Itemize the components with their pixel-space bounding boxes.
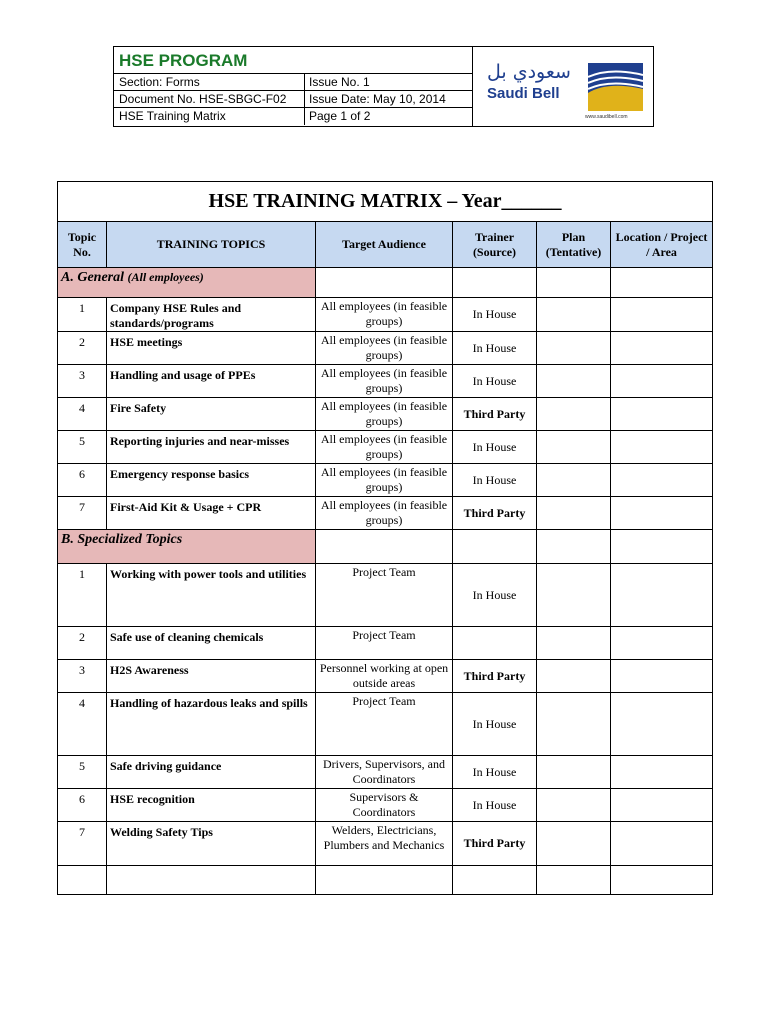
topic-number: 4 <box>58 398 107 431</box>
topic-name: Reporting injuries and near-misses <box>107 431 316 464</box>
logo-arabic-text: سعودي بل <box>487 61 571 83</box>
table-row <box>58 693 713 756</box>
logo-url: www.saudibell.com <box>585 114 628 120</box>
plan-cell[interactable] <box>537 332 611 365</box>
topic-number: 7 <box>58 822 107 866</box>
table-row <box>58 431 713 464</box>
issue-date: Issue Date: May 10, 2014 <box>309 92 446 106</box>
document-header <box>113 46 654 127</box>
target-audience: Supervisors & Coordinators <box>316 789 453 822</box>
topic-name: Handling and usage of PPEs <box>107 365 316 398</box>
empty-cell[interactable] <box>453 268 537 298</box>
table-row <box>58 298 713 332</box>
section-b-title: B. Specialized Topics <box>58 530 316 564</box>
empty-cell[interactable] <box>316 530 453 564</box>
location-cell[interactable] <box>611 431 713 464</box>
target-audience: All employees (in feasible groups) <box>316 332 453 365</box>
trainer-source: In House <box>453 464 537 497</box>
plan-cell[interactable] <box>537 464 611 497</box>
plan-cell[interactable] <box>537 497 611 530</box>
target-audience: Personnel working at open outside areas <box>316 660 453 693</box>
topic-number: 3 <box>58 660 107 693</box>
topic-number: 7 <box>58 497 107 530</box>
col-location: Location / Project / Area <box>611 222 713 268</box>
section-a-body <box>58 298 713 530</box>
table-row <box>58 822 713 866</box>
header-row <box>114 91 472 108</box>
section-b-body <box>58 564 713 866</box>
logo <box>483 61 648 121</box>
empty-cell[interactable] <box>611 866 713 895</box>
plan-cell[interactable] <box>537 693 611 756</box>
topic-name: Safe driving guidance <box>107 756 316 789</box>
empty-cell[interactable] <box>611 268 713 298</box>
trainer-source <box>453 627 537 660</box>
topic-number: 2 <box>58 332 107 365</box>
topic-number: 4 <box>58 693 107 756</box>
location-cell[interactable] <box>611 564 713 627</box>
plan-cell[interactable] <box>537 660 611 693</box>
training-matrix-table <box>57 181 713 895</box>
section-label: Section: Forms <box>114 74 305 90</box>
location-cell[interactable] <box>611 398 713 431</box>
empty-cell[interactable] <box>453 866 537 895</box>
company-logo <box>472 47 653 126</box>
col-plan: Plan (Tentative) <box>537 222 611 268</box>
empty-cell[interactable] <box>537 866 611 895</box>
document-number: Document No. HSE-SBGC-F02 <box>114 91 305 107</box>
col-topic-no: Topic No. <box>58 222 107 268</box>
plan-cell[interactable] <box>537 431 611 464</box>
trainer-source: In House <box>453 298 537 332</box>
location-cell[interactable] <box>611 756 713 789</box>
topic-number: 5 <box>58 756 107 789</box>
document-info <box>114 47 472 126</box>
topic-name: Company HSE Rules and standards/programs <box>107 298 316 332</box>
topic-number: 2 <box>58 627 107 660</box>
empty-cell[interactable] <box>58 866 107 895</box>
trainer-source: In House <box>453 365 537 398</box>
plan-cell[interactable] <box>537 756 611 789</box>
location-cell[interactable] <box>611 789 713 822</box>
table-row <box>58 789 713 822</box>
table-row <box>58 660 713 693</box>
empty-cell[interactable] <box>107 866 316 895</box>
topic-name: Emergency response basics <box>107 464 316 497</box>
issue-number: Issue No. 1 <box>309 75 370 89</box>
trainer-source: Third Party <box>453 660 537 693</box>
target-audience: Project Team <box>316 564 453 627</box>
table-row <box>58 398 713 431</box>
plan-cell[interactable] <box>537 398 611 431</box>
topic-name: HSE recognition <box>107 789 316 822</box>
section-b-row <box>58 530 713 564</box>
topic-number: 3 <box>58 365 107 398</box>
column-header-row <box>58 222 713 268</box>
topic-number: 1 <box>58 564 107 627</box>
plan-cell[interactable] <box>537 298 611 332</box>
empty-cell[interactable] <box>316 268 453 298</box>
table-row <box>58 756 713 789</box>
plan-cell[interactable] <box>537 822 611 866</box>
trainer-source: In House <box>453 564 537 627</box>
empty-cell[interactable] <box>316 866 453 895</box>
empty-cell[interactable] <box>537 268 611 298</box>
section-a-title <box>58 268 316 298</box>
matrix-title: HSE TRAINING MATRIX – Year______ <box>58 182 713 222</box>
topic-name: Working with power tools and utilities <box>107 564 316 627</box>
page-number: Page 1 of 2 <box>309 109 371 123</box>
location-cell[interactable] <box>611 660 713 693</box>
plan-cell[interactable] <box>537 789 611 822</box>
table-row <box>58 627 713 660</box>
empty-cell[interactable] <box>537 530 611 564</box>
trainer-source: In House <box>453 332 537 365</box>
topic-number: 1 <box>58 298 107 332</box>
location-cell[interactable] <box>611 332 713 365</box>
document-title: HSE Training Matrix <box>114 108 305 125</box>
col-training-topics: TRAINING TOPICS <box>107 222 316 268</box>
trainer-source: Third Party <box>453 398 537 431</box>
section-a-subtitle: (All employees) <box>127 270 204 284</box>
logo-emblem-icon <box>588 63 643 111</box>
topic-name: First-Aid Kit & Usage + CPR <box>107 497 316 530</box>
target-audience: Drivers, Supervisors, and Coordinators <box>316 756 453 789</box>
table-row <box>58 464 713 497</box>
topic-name: H2S Awareness <box>107 660 316 693</box>
plan-cell[interactable] <box>537 564 611 627</box>
header-row <box>114 108 472 125</box>
program-title: HSE PROGRAM <box>114 47 472 74</box>
table-row <box>58 332 713 365</box>
target-audience: All employees (in feasible groups) <box>316 398 453 431</box>
empty-cell[interactable] <box>611 530 713 564</box>
trainer-source: In House <box>453 789 537 822</box>
logo-english-text: Saudi Bell <box>487 85 560 102</box>
trainer-source: In House <box>453 431 537 464</box>
location-cell[interactable] <box>611 298 713 332</box>
table-row <box>58 497 713 530</box>
topic-name: Safe use of cleaning chemicals <box>107 627 316 660</box>
topic-name: HSE meetings <box>107 332 316 365</box>
blank-row <box>58 866 713 895</box>
plan-cell[interactable] <box>537 365 611 398</box>
target-audience: Project Team <box>316 627 453 660</box>
target-audience: All employees (in feasible groups) <box>316 431 453 464</box>
topic-name: Welding Safety Tips <box>107 822 316 866</box>
table-row <box>58 564 713 627</box>
empty-cell[interactable] <box>453 530 537 564</box>
header-row <box>114 74 472 91</box>
location-cell[interactable] <box>611 497 713 530</box>
target-audience: All employees (in feasible groups) <box>316 365 453 398</box>
topic-number: 5 <box>58 431 107 464</box>
section-a-row <box>58 268 713 298</box>
target-audience: All employees (in feasible groups) <box>316 298 453 332</box>
location-cell[interactable] <box>611 693 713 756</box>
trainer-source: Third Party <box>453 822 537 866</box>
section-a-label: A. General <box>61 270 124 285</box>
topic-number: 6 <box>58 789 107 822</box>
col-trainer: Trainer (Source) <box>453 222 537 268</box>
table-row <box>58 365 713 398</box>
location-cell[interactable] <box>611 365 713 398</box>
col-target-audience: Target Audience <box>316 222 453 268</box>
target-audience: All employees (in feasible groups) <box>316 464 453 497</box>
topic-name: Fire Safety <box>107 398 316 431</box>
target-audience: Welders, Electricians, Plumbers and Mechanics <box>316 822 453 866</box>
location-cell[interactable] <box>611 627 713 660</box>
topic-name: Handling of hazardous leaks and spills <box>107 693 316 756</box>
location-cell[interactable] <box>611 464 713 497</box>
location-cell[interactable] <box>611 822 713 866</box>
topic-number: 6 <box>58 464 107 497</box>
plan-cell[interactable] <box>537 627 611 660</box>
target-audience: All employees (in feasible groups) <box>316 497 453 530</box>
target-audience: Project Team <box>316 693 453 756</box>
trainer-source: In House <box>453 693 537 756</box>
trainer-source: Third Party <box>453 497 537 530</box>
trainer-source: In House <box>453 756 537 789</box>
